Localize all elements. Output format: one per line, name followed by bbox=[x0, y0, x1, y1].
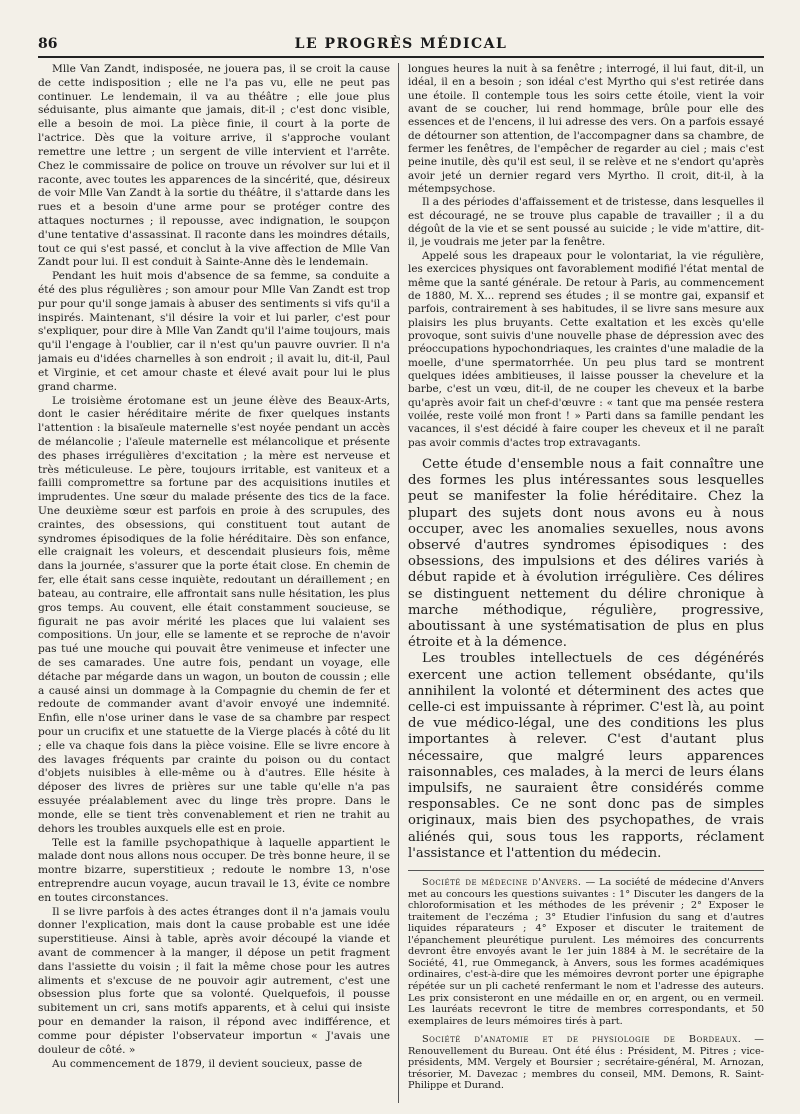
society-news bbox=[408, 870, 764, 1092]
column-divider bbox=[398, 63, 399, 1103]
right-column bbox=[408, 63, 764, 1107]
paragraph: Le troisième érotomane est un jeune élève des Beaux-Arts, dont le casier héréditaire mérite de fixer quelques instants l'attention : la bisaïeule maternelle s'est noyée pendant un accès de mélancolie ; l'aïeule maternelle est mélancolique et présente des phases irrégulières d'excitation ; la mère est nerveuse et très méticuleuse. Le père, toujours irritable, est vaniteux et a failli compromettre sa fortune par des acquisitions inutiles et imprudentes. Une sœur du malade présente des tics de la face. Une deuxième sœur est parfois en proie à des scrupules, des craintes, des obsessions, qui constituent tout autant de syndromes épisodiques de la folie héréditaire. Dès son enfance, elle craignait les voleurs, et descendait plusieurs fois, même dans la journée, s'assurer que la porte était close. En chemin de fer, elle était sans cesse inquiète, redoutant un déraillement ; en bateau, au contraire, elle affrontait sans nulle hésitation, les plus gros temps. Au couvent, elle était constamment soucieuse, se figurait ne pas avoir mérité les places que lui valaient ses compositions. Un jour, elle se lamente et se reproche de n'avoir pas tué une mouche qui pouvait être venimeuse et infecter une de ses camarades. Une autre fois, pendant un voyage, elle détache par mégarde dans un wagon, un bouton de coussin ; elle a causé ainsi un dommage à la Compagnie du chemin de fer et redoute de commander avant d'avoir envoyé une indemnité. Enfin, elle n'ose uriner dans le vase de sa chambre par respect pour un crucifix et une statuette de la Vierge placés à côté du lit ; elle va chaque fois dans la pièce voisine. Elle se livre encore à des lavages fréquents par crainte du poison ou du contact d'objets nuisibles à elle-même ou à d'autres. Elle hésite à déposer des livres de prières sur une table qu'elle n'a pas essuyée préalablement avec du linge très propre. Dans le monde, elle se tient très convenablement et rien ne trahit au dehors les troubles auxquels elle est en proie. bbox=[38, 394, 390, 835]
conclusion-paragraph: Cette étude d'ensemble nous a fait connaître une des formes les plus intéressantes sous lesquelles peut se manifester la folie héréditaire. Chez la plupart des sujets dont nous avons eu à nous occuper, avec les anomalies sexuelles, nous avons observé d'autres syndromes épisodiques : des obsessions, des impulsions et des délires variés à début rapide et à évolution irrégulière. Ces délires se distinguent nettement du délire chronique à marche méthodique, régulière, progressive, aboutissant à une systématisation de plus en plus étroite et à la démence. bbox=[408, 456, 764, 651]
paragraph: Il a des périodes d'affaissement et de tristesse, dans lesquelles il est découragé, ne se trouve plus capable de travailler ; il a du dégoût de la vie et se sent poussé au suicide ; le vide m'attire, dit-il, je voudrais me jeter par la fenêtre. bbox=[408, 196, 764, 249]
society-text: — La société de médecine d'Anvers met au concours les questions suivantes : 1° Discuter les dangers de la chloroformisation et les méthodes de les prévenir ; 2° Exposer le traitement de l'eczéma ; 3° Etudier l'infusion du sang et d'autres liquides réparateurs ; 4° Exposer et discuter le traitement de l'épanchement pleurétique purulent. Les mémoires des concurrents devront être envoyés avant le 1er juin 1884 à M. le secrétaire de la Société, 41, rue Ommeganck, à Anvers, sous les formes académiques ordinaires, c'est-à-dire que les mémoires devront porter une épigraphe répétée sur un pli cacheté renfermant le nom et l'adresse des auteurs. Les prix consisteront en une médaille en or, en argent, ou en vermeil. Les lauréats recevront le titre de membres correspondants, et 50 exemplaires de leurs mémoires tirés à part. bbox=[408, 877, 764, 1027]
society-notice bbox=[408, 877, 764, 1027]
conclusion bbox=[408, 457, 764, 862]
paragraph: Appelé sous les drapeaux pour le volontariat, la vie régulière, les exercices physiques ont favorablement modifié l'état mental de même que la santé générale. De retour à Paris, au commencement de 1880, M. X... reprend ses études ; il se montre gai, expansif et parfois, contrairement à ses habitudes, il se livre sans mesure aux plaisirs les plus bruyants. Cette exaltation et les excès qu'elle provoque, sont suivis d'une nouvelle phase de dépression avec des préoccupations hypochondriaques, les craintes d'une maladie de la moelle, d'une spermatorrhée. Un peu plus tard se montrent quelques idées ambitieuses, il laisse pousser la chevelure et la barbe, c'est un vœu, dit-il, de ne couper les cheveux et la barbe qu'après avoir fait un chef-d'œuvre : « tant que ma pensée restera voilée, reste voilé mon front ! » Parti dans sa famille pendant les vacances, il s'est décidé à faire couper les cheveux et il ne paraît pas avoir commis d'actes trop extravagants. bbox=[408, 249, 764, 449]
paragraph: Mlle Van Zandt, indisposée, ne jouera pas, il se croit la cause de cette indisposition ; elle ne l'a pas vu, elle ne peut pas continuer. Le lendemain, il va au théâtre ; elle joue plus séduisante, plus aimante que jamais, dit-il ; c'est donc visible, elle a besoin de moi. La pièce finie, il court à la porte de l'actrice. Dès que la voiture arrive, il s'approche voulant remettre une lettre ; un sergent de ville intervient et l'arrête. Chez le commissaire de police on trouve un révolver sur lui et il raconte, avec toutes les apparences de la sincérité, que, désireux de voir Mlle Van Zandt à la sortie du théâtre, il s'attarde dans les rues et a besoin d'une arme pour se protéger contre des attaques nocturnes ; il repousse, avec indignation, le soupçon d'une tentative d'assassinat. Il raconte dans les moindres détails, tout ce qui s'est passé, et conclut à la vive affection de Mlle Van Zandt pour lui. Il est conduit à Sainte-Anne dès le lendemain. bbox=[38, 63, 390, 269]
left-column bbox=[38, 63, 390, 1107]
paragraph: Telle est la famille psychopathique à laquelle appartient le malade dont nous allons nous occuper. De très bonne heure, il se montre bizarre, superstitieux ; redoute le nombre 13, n'ose entreprendre aucun voyage, aucun travail le 13, évite ce nombre en toutes circonstances. bbox=[38, 836, 390, 904]
paragraph: Il se livre parfois à des actes étranges dont il n'a jamais voulu donner l'explication, mais dont la cause probable est une idée superstitieuse. Ainsi à table, après avoir découpé la viande et avant de commencer à la manger, il dépose un petit fragment dans l'assiette du voisin ; il fait la même chose pour les autres aliments et s'excuse de ne pouvoir agir autrement, c'est une obsession plus forte que sa volonté. Quelquefois, il pousse subitement un cri, sans motifs apparents, et à celui qui insiste pour en demander la raison, il répond avec indifférence, et comme pour dépister l'observateur importun « J'avais une douleur de côté. » bbox=[38, 905, 390, 1056]
society-notice bbox=[408, 1034, 764, 1092]
journal-title: LE PROGRÈS MÉDICAL bbox=[294, 36, 508, 52]
paragraph: Pendant les huit mois d'absence de sa femme, sa conduite a été des plus régulières ; son amour pour Mlle Van Zandt est trop pur pour qu'il songe jamais à abuser des sentiments si vifs qu'il a inspirés. Maintenant, s'il désire la voir et lui parler, c'est pour s'expliquer, pour dire à Mlle Van Zandt qu'il l'aime toujours, mais qu'il l'engage à l'oublier, car il n'est qu'un pauvre ouvrier. Il n'a jamais eu d'idées charnelles à son endroit ; il avait lu, dit-il, Paul et Virginie, et cet amour chaste et élevé avait pour lui le plus grand charme. bbox=[38, 270, 390, 393]
page-number: 86 bbox=[38, 36, 58, 52]
paragraph: Au commencement de 1879, il devient soucieux, passe de bbox=[52, 1057, 363, 1070]
case-continuation bbox=[408, 63, 764, 450]
society-heading: Société de médecine d'Anvers. bbox=[422, 877, 582, 889]
header-rule bbox=[38, 56, 764, 58]
paragraph: longues heures la nuit à sa fenêtre ; interrogé, il lui faut, dit-il, un idéal, il en a besoin ; son idéal c'est Myrtho qui s'est retirée dans une étoile. Il contemple tous les soirs cette étoile, vient la voir avant de se coucher, lui rend hommage, brûle pour elle des essences et de l'encens, il lui adresse des vers. On a parfois essayé de détourner son attention, de l'accompagner dans sa chambre, de fermer les fenêtres, de l'empêcher de regarder au ciel ; mais c'est peine inutile, dès qu'il est seul, il se relève et ne s'endort qu'après avoir jeté un dernier regard vers Myrtho. Il croit, dit-il, à la métempsychose. bbox=[408, 63, 764, 196]
conclusion-paragraph: Les troubles intellectuels de ces dégénérés exercent une action tellement obsédante, qu'ils annihilent la volonté et déterminent des actes que celle-ci est impuissante à réprimer. C'est là, au point de vue médico-légal, une des conditions les plus importantes à relever. C'est d'autant plus nécessaire, que malgré leurs apparences raisonnables, ces malades, à la merci de leurs élans impulsifs, ne sauraient être considérés comme responsables. Ce ne sont donc pas de simples originaux, mais bien des psychopathes, de vrais aliénés qui, sous tous les rapports, réclament l'assistance et l'attention du médecin. bbox=[408, 651, 764, 861]
society-heading: Société d'anatomie et de physiologie de Bordeaux. bbox=[422, 1034, 742, 1046]
society-text: — Renouvellement du Bureau. Ont été élus : Président, M. Pitres ; vice-présidents, MM. Vergely et Boursier ; secrétaire-général, M. Arnozan, trésorier, M. Davezac ; membres du conseil, MM. Demons, R. Saint-Philippe et Durand. bbox=[408, 1034, 764, 1092]
page-header bbox=[38, 36, 764, 58]
